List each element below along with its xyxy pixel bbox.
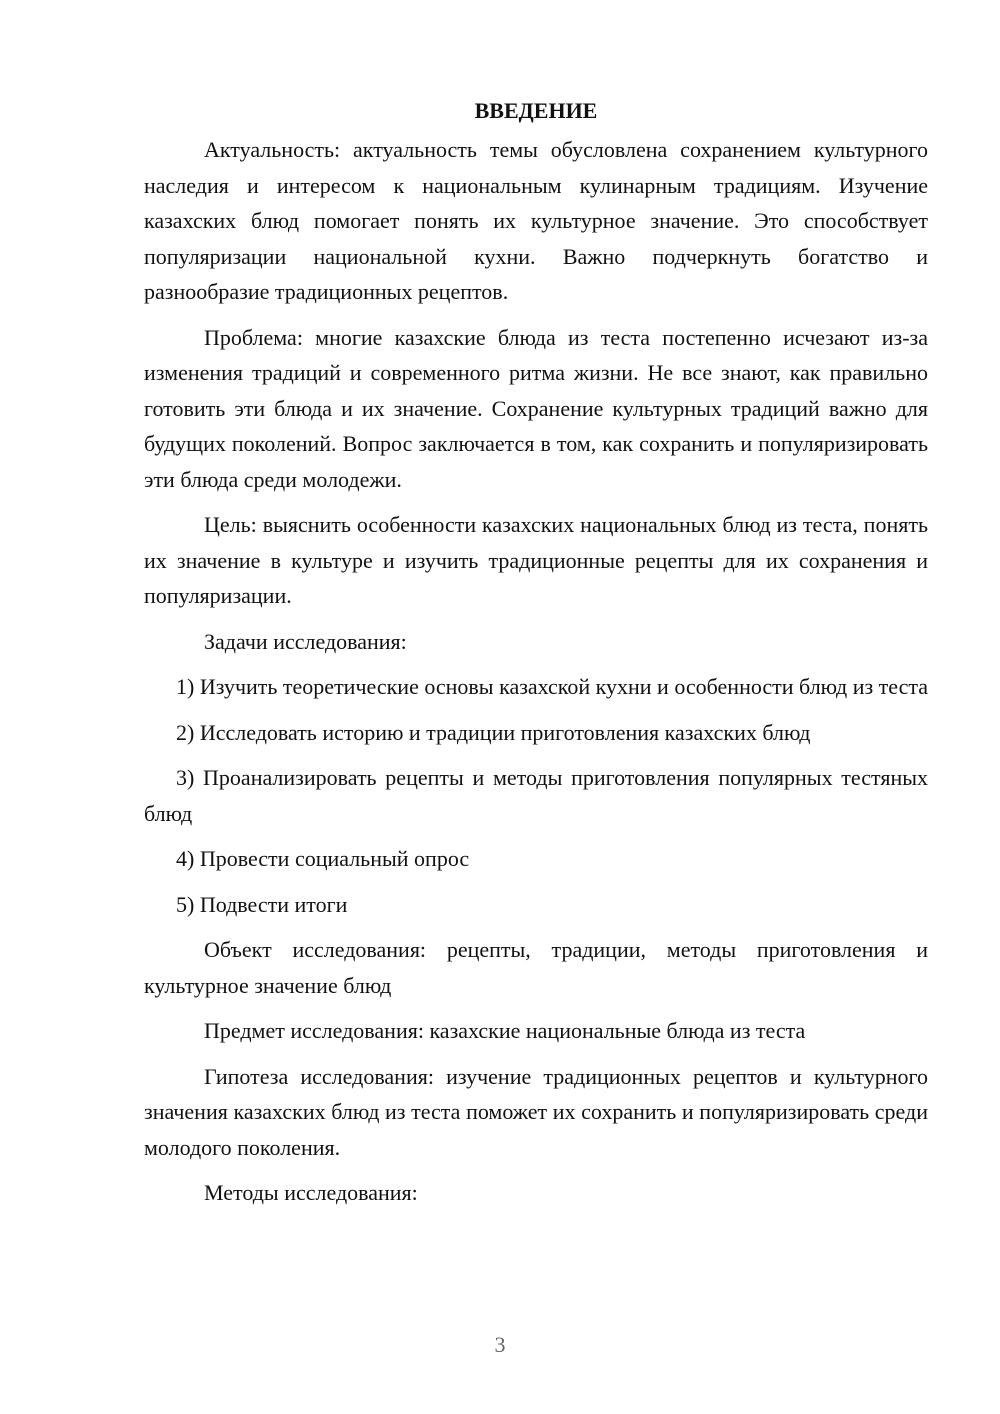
task-item-4: 4) Провести социальный опрос <box>176 846 470 871</box>
task-item-2: 2) Исследовать историю и традиции приготовления казахских блюд <box>176 719 811 745</box>
task-item-5: 5) Подвести итоги <box>176 891 348 917</box>
hypothesis-paragraph: Гипотеза исследования: изучение традиционных рецептов и культурного значения казахских блюд из теста поможет их сохранить и популяризировать среди молодого поколения. <box>144 1063 928 1160</box>
subject-paragraph: Предмет исследования: казахские национальные блюда из теста <box>204 1018 806 1043</box>
document-body <box>144 96 928 1221</box>
task-item-3: 3) Проанализировать рецепты и методы приготовления популярных тестяных блюд <box>144 765 928 826</box>
methods-heading: Методы исследования: <box>204 1180 418 1205</box>
object-paragraph: Объект исследования: рецепты, традиции, методы приготовления и культурное значение блюд <box>144 937 928 998</box>
goal-paragraph: Цель: выяснить особенности казахских национальных блюд из теста, понять их значение в культуре и изучить традиционные рецепты для их сохранения и популяризации. <box>144 512 928 608</box>
page-number: 3 <box>494 1332 506 1357</box>
task-item-1: 1) Изучить теоретические основы казахской кухни и особенности блюд из теста <box>176 674 928 699</box>
section-title: ВВЕДЕНИЕ <box>474 98 598 123</box>
relevance-paragraph: Актуальность: актуальность темы обусловлена сохранением культурного наследия и интересом к национальным кулинарным традициям. Изучение казахских блюд помогает понять их культурное значение. Это способствует популяризации национальной кухни. Важно подчеркнуть богатство и разнообразие традиционных рецептов. <box>144 137 928 304</box>
problem-paragraph: Проблема: многие казахские блюда из теста постепенно исчезают из-за изменения традиций и современного ритма жизни. Не все знают, как правильно готовить эти блюда и их значение. Сохранение культурных традиций важно для будущих поколений. Вопрос заключается в том, как сохранить и популяризировать эти блюда среди молодежи. <box>144 324 928 492</box>
tasks-heading: Задачи исследования: <box>204 628 407 654</box>
